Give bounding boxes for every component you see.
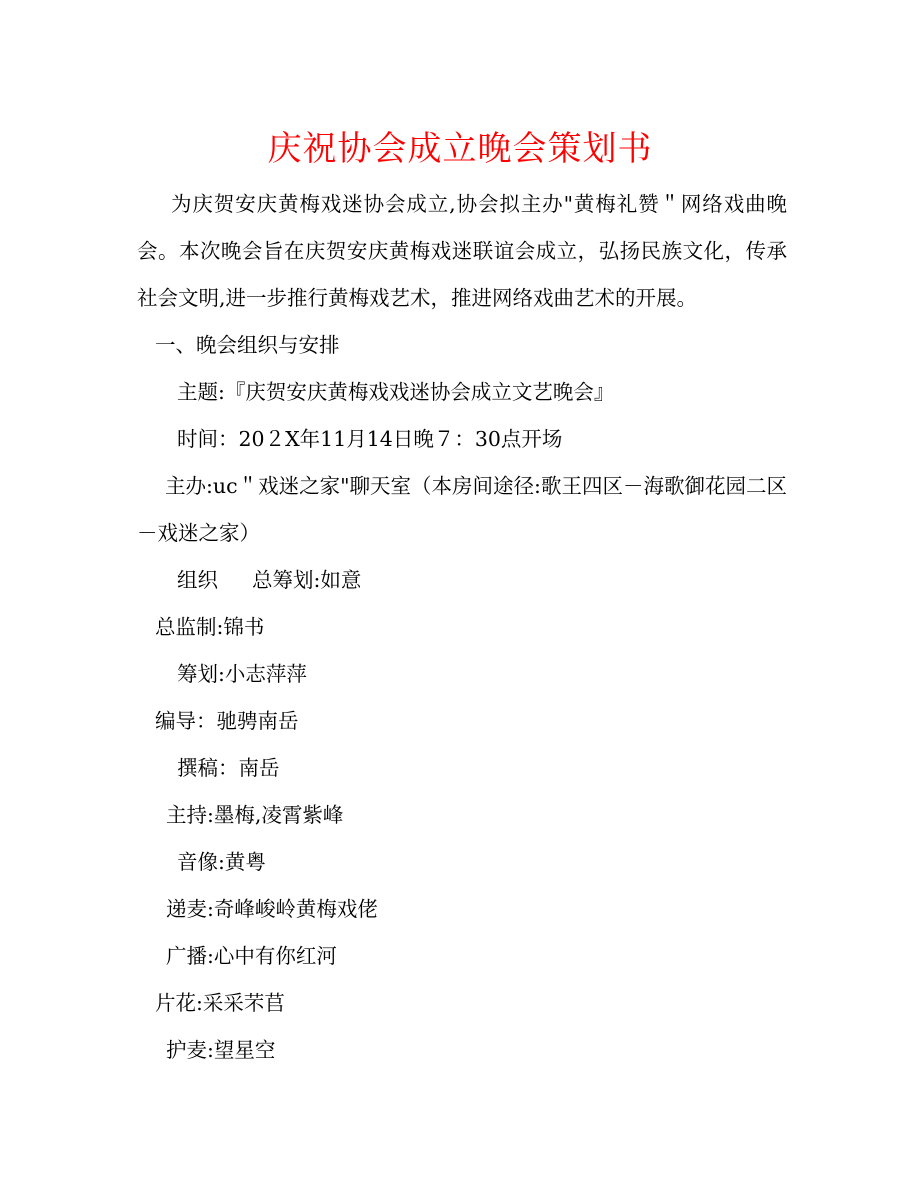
document-title: 庆祝协会成立晚会策划书 xyxy=(267,129,653,169)
director-line: 编导：驰骋南岳 xyxy=(155,709,299,733)
av-line: 音像:黄粤 xyxy=(177,850,266,874)
writer-line: 撰稿：南岳 xyxy=(177,756,280,780)
mic-passer-line: 递麦:奇峰峻岭黄梅戏佬 xyxy=(166,897,378,921)
organization-label: 组织 xyxy=(177,568,218,592)
theme-line: 主题:『庆贺安庆黄梅戏戏迷协会成立文艺晚会』 xyxy=(177,380,615,404)
mc-line: 主持:墨梅,凌霄紫峰 xyxy=(166,803,344,827)
host-paragraph: 主办:uc＂戏迷之家"聊天室（本房间途径:歌王四区－海歌御花园二区－戏迷之家） xyxy=(137,474,787,545)
broadcast-line: 广播:心中有你红河 xyxy=(166,944,337,968)
section-heading-organization: 一、晚会组织与安排 xyxy=(155,333,340,357)
clips-line: 片花:采采芣苢 xyxy=(155,991,285,1015)
chief-planner-line: 总筹划:如意 xyxy=(252,568,362,592)
chief-supervisor-line: 总监制:锦书 xyxy=(155,615,265,639)
intro-paragraph: 为庆贺安庆黄梅戏迷协会成立,协会拟主办"黄梅礼赞＂网络戏曲晚会。本次晚会旨在庆贺安庆黄梅戏迷联谊会成立，弘扬民族文化，传承社会文明,进一步推行黄梅戏艺术，推进网络戏曲艺术的开展。 xyxy=(137,192,787,310)
mic-guard-line: 护麦:望星空 xyxy=(166,1038,276,1062)
planner-line: 筹划:小志萍萍 xyxy=(177,662,307,686)
time-line: 时间：20２X年11月14日晚７：30点开场 xyxy=(177,427,563,451)
